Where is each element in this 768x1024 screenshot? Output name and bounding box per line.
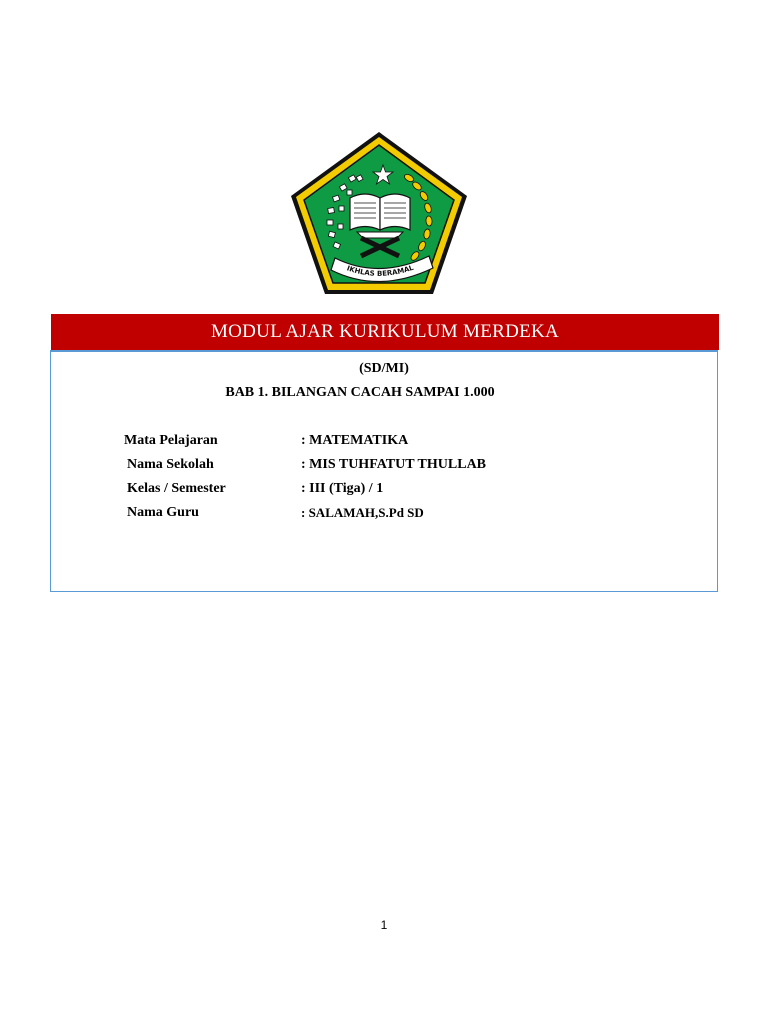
field-value: : III (Tiga) / 1	[301, 481, 384, 496]
document-title: MODUL AJAR KURIKULUM MERDEKA	[210, 321, 560, 342]
field-value: : MATEMATIKA	[301, 433, 409, 448]
kemenag-logo-svg	[287, 128, 471, 298]
open-book-icon	[350, 194, 410, 230]
field-label: Kelas / Semester	[127, 481, 226, 496]
field-label: Nama Sekolah	[127, 457, 214, 472]
chapter-title: BAB 1. BILANGAN CACAH SAMPAI 1.000	[225, 385, 495, 400]
field-label: Nama Guru	[127, 505, 199, 520]
field-value: : SALAMAH,S.Pd SD	[301, 505, 424, 520]
page-number: 1	[380, 918, 388, 932]
info-box	[50, 350, 718, 592]
ribbon-text: IKHLAS BERAMAL	[345, 263, 415, 278]
field-label: Mata Pelajaran	[124, 433, 218, 448]
kemenag-logo	[287, 128, 471, 298]
title-banner	[51, 314, 719, 350]
level-label: (SD/MI)	[359, 361, 409, 376]
field-value: : MIS TUHFATUT THULLAB	[301, 457, 487, 472]
